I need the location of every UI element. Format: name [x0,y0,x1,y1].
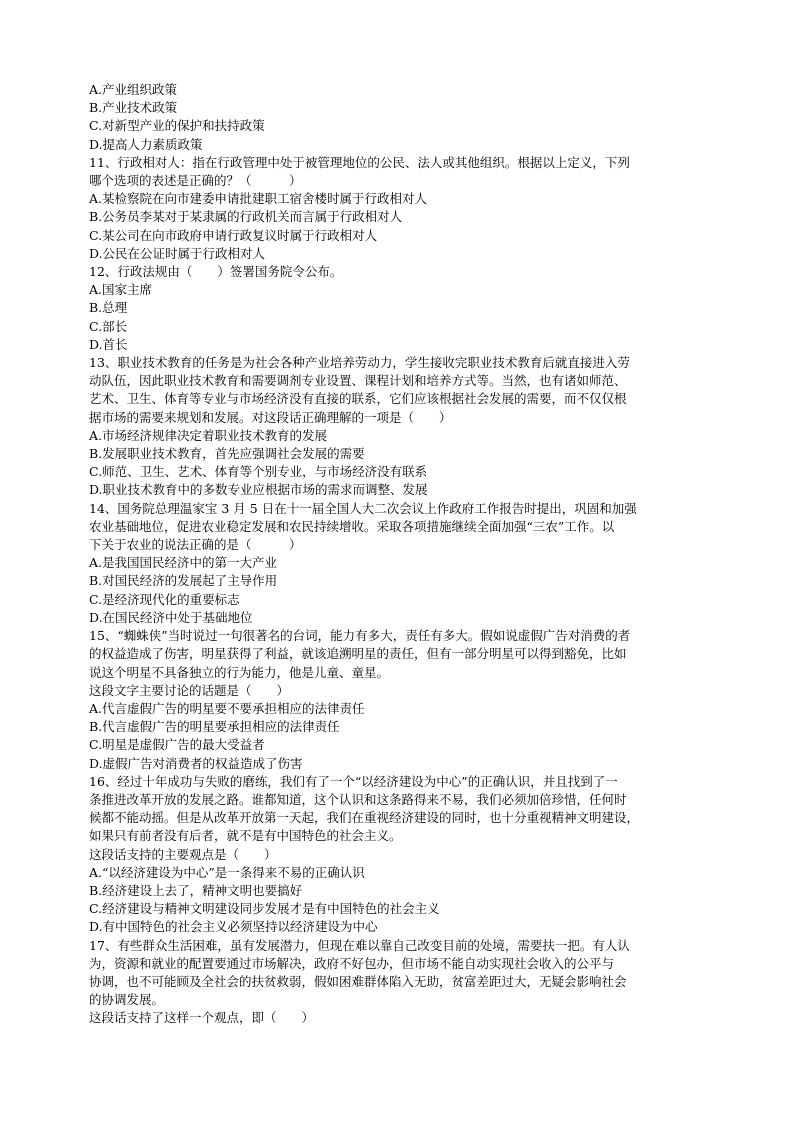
text-line: C.部长 [89,318,128,334]
text-line: C.是经济现代化的重要标志 [89,591,240,607]
text-line: D.职业技术教育中的多数专业应根据市场的需求而调整、发展 [89,482,428,498]
text-line: 为，资源和就业的配置要通过市场解决，政府不好包办，但市场不能自动实现社会收入的公平与 [89,955,615,971]
text-line: 艺术、卫生、体育等专业与市场经济没有直接的联系，它们应该根据社会发展的需要，而不仅仅根 [89,391,627,407]
question-line: 17、有些群众生活困难，虽有发展潜力，但现在难以靠自己改变目前的处境，需要扶一把。有人认 [89,937,630,953]
text-line: B.公务员李某对于某隶属的行政机关而言属于行政相对人 [89,209,403,225]
text-line: D.虚假广告对消费者的权益造成了伤害 [89,755,303,771]
text-line: B.经济建设上去了，精神文明也要搞好 [89,882,303,898]
text-line: A.“以经济建设为中心”是一条得来不易的正确认识 [89,864,365,880]
text-line: D.首长 [89,336,128,352]
text-line: D.在国民经济中处于基础地位 [89,609,253,625]
text-line: 条推进改革开放的发展之路。谁都知道，这个认识和这条路得来不易，我们必须加倍珍惜，任何时 [89,791,627,807]
text-line: C.明星是虚假广告的最大受益者 [89,737,265,753]
question-line: 11、行政相对人：指在行政管理中处于被管理地位的公民、法人或其他组织。根据以上定义，下列 [89,154,630,170]
question-line: 13、职业技术教育的任务是为社会各种产业培养劳动力，学生接收完职业技术教育后就直接进入劳 [89,355,630,371]
question-line: 15、“蜘蛛侠”当时说过一句很著名的台词，能力有多大，责任有多大。假如说虚假广告对消费的者 [89,628,631,644]
text-line: D.有中国特色的社会主义必须坚持以经济建设为中心 [89,919,378,935]
question-line: 12、行政法规由（ ）签署国务院令公布。 [89,264,343,280]
text-line: 这段话支持的主要观点是（ ） [89,846,277,862]
text-line: 如果只有前者没有后者，就不是有中国特色的社会主义。 [89,828,402,844]
text-line: D.公民在公证时属于行政相对人 [89,245,266,261]
text-line: 的权益造成了伤害，明星获得了利益，就该追溯明星的责任，但有一部分明星可以得到豁免，比如 [89,646,627,662]
text-line: B.代言虚假广告的明星要承担相应的法律责任 [89,719,340,735]
text-line: A.国家主席 [89,282,153,298]
text-line: A.代言虚假广告的明星要不要承担相应的法律责任 [89,700,365,716]
document-page [89,81,709,1028]
question-line: 14、国务院总理温家宝 3 月 5 日在十一届全国人大二次会议上作政府工作报告时提出，巩固和加强 [89,500,637,516]
text-line: A.某检察院在向市建委申请批建职工宿舍楼时属于行政相对人 [89,191,428,207]
text-line: A.是我国国民经济中的第一大产业 [89,555,278,571]
text-line: 下关于农业的说法正确的是（ ） [89,537,302,553]
text-line: D.提高人力素质政策 [89,136,203,152]
text-line: B.发展职业技术教育，首先应强调社会发展的需要 [89,446,365,462]
text-line: 哪个选项的表述是正确的？（ ） [89,173,302,189]
text-line: 候都不能动摇。但是从改革开放第一天起，我们在重视经济建设的同时，也十分重视精神文明建设， [89,810,640,826]
text-line: C.师范、卫生、艺术、体育等个别专业，与市场经济没有联系 [89,464,428,480]
text-line: C.经济建设与精神文明建设同步发展才是有中国特色的社会主义 [89,901,440,917]
text-line: B.总理 [89,300,128,316]
text-line: 这段文字主要讨论的话题是（ ） [89,682,290,698]
text-line: A.市场经济规律决定着职业技术教育的发展 [89,427,328,443]
text-line: 农业基础地位，促进农业稳定发展和农民持续增收。采取各项措施继续全面加强“三农”工作。以 [89,518,615,534]
text-line: 协调，也不可能顾及全社会的扶贫救弱，假如困难群体陷入无助，贫富差距过大，无疑会影响社会 [89,973,627,989]
text-line: C.某公司在向市政府申请行政复议时属于行政相对人 [89,227,378,243]
text-line: 据市场的需要来规划和发展。对这段话正确理解的一项是（ ） [89,409,452,425]
text-line: 这段话支持了这样一个观点，即（ ） [89,1010,315,1026]
text-line: B.产业技术政策 [89,100,178,116]
text-line: 动队伍，因此职业技术教育和需要调剂专业设置、课程计划和培养方式等。当然，也有诸如师范、 [89,373,627,389]
question-line: 16、经过十年成功与失败的磨练，我们有了一个“以经济建设为中心”的正确认识，并且找到了一 [89,773,618,789]
text-line: 说这个明星不具备独立的行为能力，他是儿童、童星。 [89,664,390,680]
text-line: A.产业组织政策 [89,82,178,97]
text-line: C.对新型产业的保护和扶持政策 [89,118,265,134]
text-line: B.对国民经济的发展起了主导作用 [89,573,278,589]
text-line: 的协调发展。 [89,992,165,1008]
